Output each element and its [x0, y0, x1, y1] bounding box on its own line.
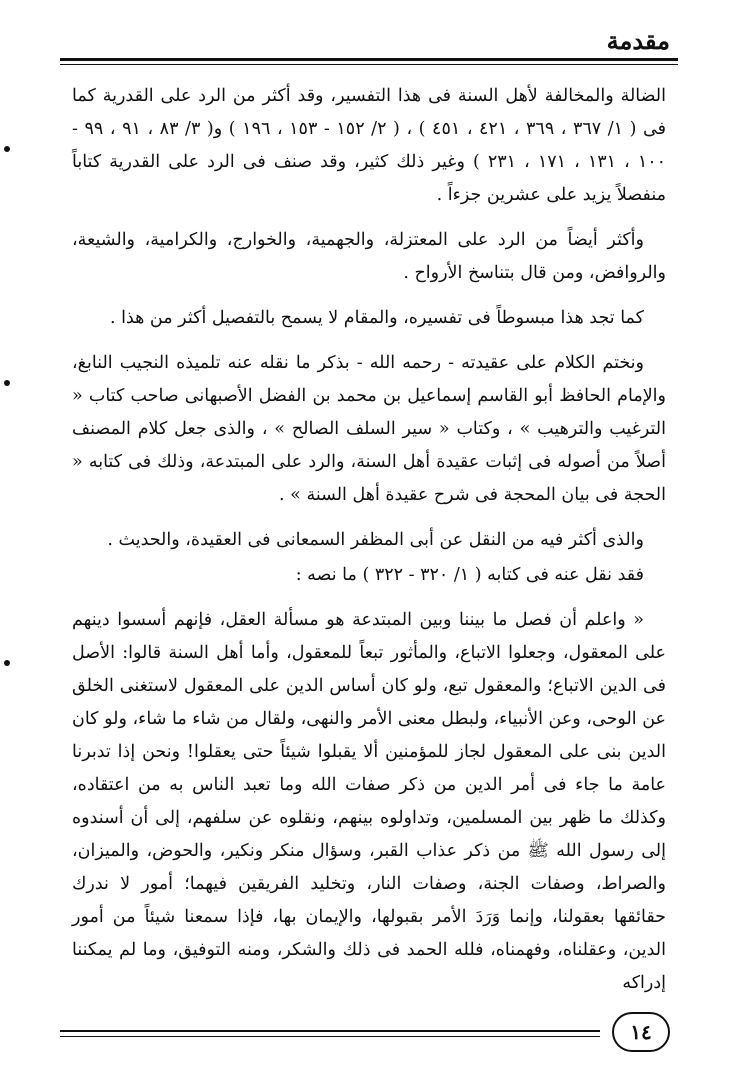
paragraph-5: والذى أكثر فيه من النقل عن أبى المظفر السمعانى فى العقيدة، والحديث .: [107, 530, 644, 550]
margin-dot: [4, 146, 10, 152]
footer-rule-thin: [60, 1036, 600, 1037]
paragraph-7-quote: « واعلم أن فصل ما بيننا وبين المبتدعة هو مسألة العقل، فإنهم أسسوا دينهم على المعقول، وجعلوا الاتباع، والمأثور تبعاً للمعقول، وأما أهل السنة قالوا: الأصل فى الدين الاتباع؛ والمعقول تبع، ولو كان أساس الدين على المعقول لاستغنى الخلق عن الوحى، وعن الأنبياء، ولبطل معنى الأمر والنهى، ولقال من شاء ما شاء، ولو كان الدين بنى على المعقول لجاز للمؤمنين ألا يقبلوا شيئاً حتى يعقلوا! ونحن إذا تدبرنا عامة ما جاء فى أمر الدين من ذكر صفات الله وما تعبد الناس به من اعتقاده، وكذلك ما ظهر بين المسلمين، وتداولوه بينهم، ونقلوه عن سلفهم، إلى أن أسندوه إلى رسول الله ﷺ من ذكر عذاب القبر، وسؤال منكر ونكير، والحوض، والميزان، والصراط، وصفات الجنة، وصفات النار، وتخليد الفريقين فيهما؛ أمور لا ندرك حقائقها بعقولنا، وإنما وَرَدَ الأمر بقبولها، والإيمان بها، فإذا سمعنا شيئاً من أمور الدين، وعقلناه، وفهمناه، فلله الحمد فى ذلك والشكر، ومنه التوفيق، وما لم يمكننا إدراكه: [72, 610, 666, 993]
page-body: [72, 80, 666, 1012]
header-rule: [60, 58, 678, 61]
page-footer: [60, 1010, 678, 1058]
paragraph-3: كما تجد هذا مبسوطاً فى تفسيره، والمقام لا يسمح بالتفصيل أكثر من هذا .: [109, 308, 644, 328]
page-header: [60, 20, 678, 72]
margin-dot: [4, 380, 10, 386]
paragraph-1: الضالة والمخالفة لأهل السنة فى هذا التفسير، وقد أكثر من الرد على القدرية كما فى ( ١/ ٣٦٧ ، ٣٦٩ ، ٤٢١ ، ٤٥١ ) ، ( ٢/ ١٥٢ - ١٥٣ ، ١٩٦ ) و( ٣/ ٨٣ ، ٩١ ، ٩٩ - ١٠٠ ، ١٣١ ، ١٧١ ، ٢٣١ ) وغير ذلك كثير، وقد صنف فى الرد على القدرية كتاباً منفصلاً يزيد على عشرين جزءاً .: [72, 86, 667, 205]
page-number: ١٤: [612, 1012, 670, 1052]
footer-rule: [60, 1030, 600, 1032]
paragraph-6: فقد نقل عنه فى كتابه ( ١/ ٣٢٠ - ٣٢٢ ) ما نصه :: [295, 565, 644, 585]
margin-dot: [4, 660, 10, 666]
paragraph-4: ونختم الكلام على عقيدته - رحمه الله - بذكر ما نقله عنه تلميذه النجيب النابغ، والإمام الحافظ أبو القاسم إسماعيل بن محمد بن الفضل الأصبهانى صاحب كتاب « الترغيب والترهيب » ، وكتاب « سير السلف الصالح » ، والذى جعل كلام المصنف أصلاً من أصوله فى إثبات عقيدة أهل السنة، والرد على المبتدعة، وذلك فى كتابه « الحجة فى بيان المحجة فى شرح عقيدة أهل السنة » .: [72, 353, 666, 505]
paragraph-2: وأكثر أيضاً من الرد على المعتزلة، والجهمية، والخوارج، والكرامية، والشيعة، والروافض، ومن قال بتناسخ الأرواح .: [72, 230, 666, 283]
section-title: مقدمة: [606, 26, 670, 55]
header-rule-thin: [60, 64, 678, 65]
